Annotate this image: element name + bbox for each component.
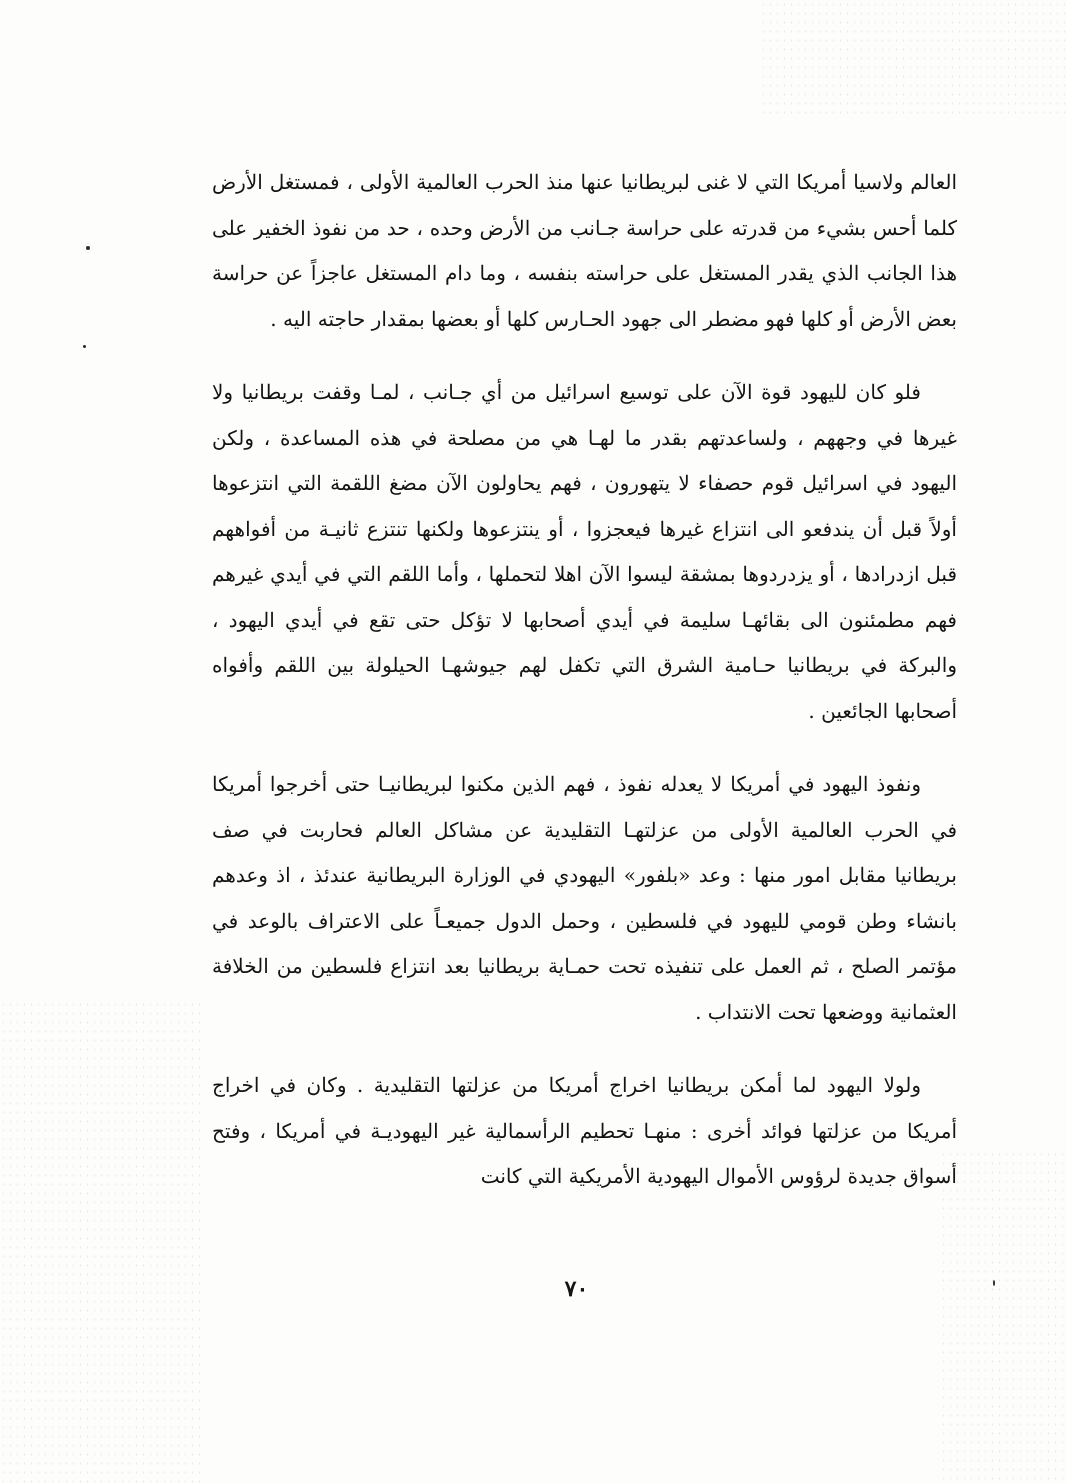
scan-noise xyxy=(940,1150,1067,1483)
scan-speck xyxy=(86,246,90,250)
scan-noise xyxy=(0,1000,200,1483)
scan-noise xyxy=(760,0,1067,120)
paragraph: ولولا اليهود لما أمكن بريطانيا اخراج أمريكا من عزلتها التقليدية . وكان في اخراج أمريكا من عزلتها فوائد أخرى : منهـا تحطيم الرأسمالية غير اليهوديـة في أمريكا ، وفتح أسواق جديدة لرؤوس الأموال اليهودية الأمريكية التي كانت xyxy=(212,1073,957,1188)
paragraph: فلو كان لليهود قوة الآن على توسيع اسرائيل من أي جـانب ، لمـا وقفت بريطانيا ولا غيرها في وجههم ، ولساعدتهم بقدر ما لهـا هي من مصلحة في هذه المساعدة ، ولكن اليهود في اسرائيل قوم حصفاء لا يتهورون ، فهم يحاولون الآن مضغ اللقمة التي انتزعوها أولاً قبل أن يندفعو الى انتزاع غيرها فيعجزوا ، أو ينتزعوها ولكنها تنتزع ثانيـة من أفواههم قبل ازدرادها ، أو يزدردوها بمشقة ليسوا الآن اهلا لتحملها ، وأما اللقم التي في أيدي غيرهم فهم مطمئنون الى بقائهـا سليمة في أيدي أصحابها لا تؤكل حتى تقع في أيدي اليهود ، والبركة في بريطانيا حـامية الشرق التي تكفل لهم جيوشهـا الحيلولة بين اللقم وأفواه أصحابها الجائعين . xyxy=(212,380,957,723)
paragraph: العالم ولاسيا أمريكا التي لا غنى لبريطانيا عنها منذ الحرب العالمية الأولى ، فمستغل الأرض كلما أحس بشيء من قدرته على حراسة جـانب من الأرض وحده ، حد من نفوذ الخفير على هذا الجانب الذي يقدر المستغل على حراسته بنفسه ، وما دام المستغل عاجزاً عن حراسة بعض الأرض أو كلها فهو مضطر الى جهود الحـارس كلها أو بعضها بمقدار حاجته اليه . xyxy=(212,170,957,331)
page-number: ٧٠ xyxy=(564,1276,589,1302)
scan-speck xyxy=(83,345,86,348)
body-text xyxy=(212,160,957,1200)
paragraph: ونفوذ اليهود في أمريكا لا يعدله نفوذ ، فهم الذين مكنوا لبريطانيـا حتى أخرجوا أمريكا في الحرب العالمية الأولى من عزلتهـا التقليدية عن مشاكل العالم فحاربت في صف بريطانيا مقابل امور منها : وعد «بلفور» اليهودي في الوزارة البريطانية عندئذ ، اذ وعدهم بانشاء وطن قومي لليهود في فلسطين ، وحمل الدول جميعـاً على الاعتراف بالوعد في مؤتمر الصلح ، ثم العمل على تنفيذه تحت حمـاية بريطانيا بعد انتزاع فلسطين من الخلافة العثمانية ووضعها تحت الانتداب . xyxy=(212,772,957,1024)
